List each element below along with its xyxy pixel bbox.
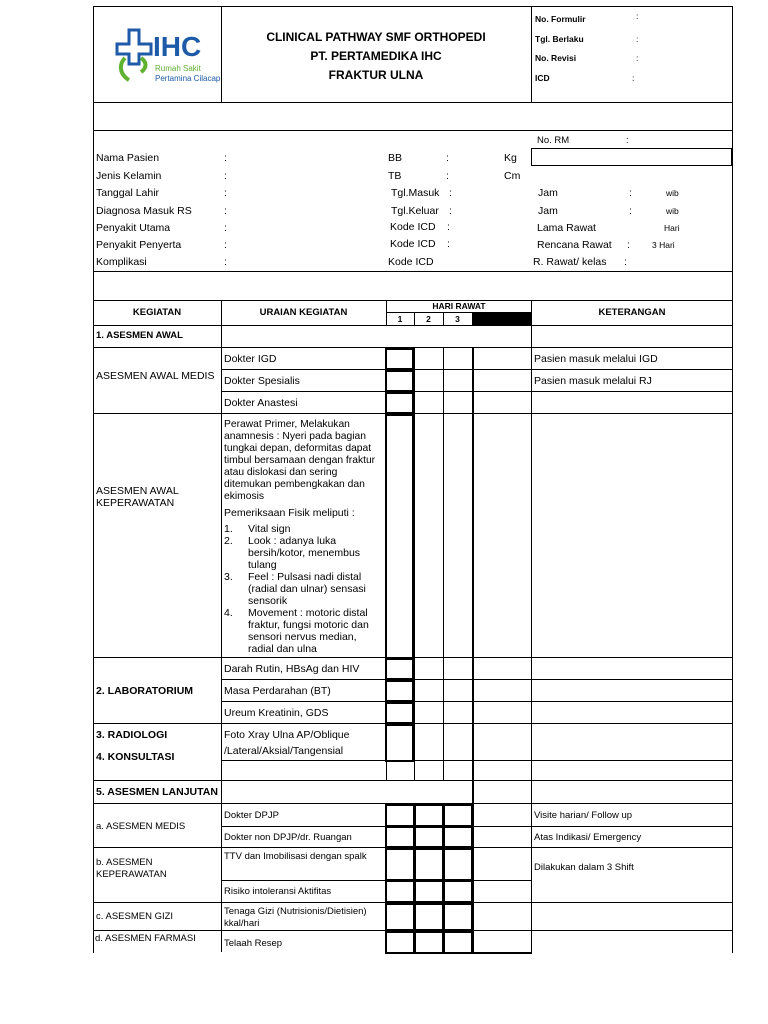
title-line-1: CLINICAL PATHWAY SMF ORTHOPEDI	[266, 30, 486, 44]
checkbox-day2[interactable]	[414, 826, 444, 848]
ket-igd: Pasien masuk melalui IGD	[534, 353, 658, 365]
checkbox-day1[interactable]	[385, 702, 414, 724]
meta-revisi: No. Revisi	[535, 53, 577, 63]
col-day-1: 1	[397, 314, 403, 324]
logo-sub1: Rumah Sakit	[155, 64, 201, 73]
logo-sub2: Pertamina Cilacap	[155, 74, 221, 83]
col-keterangan: KETERANGAN	[598, 307, 666, 318]
pemeriksaan-fisik-list	[224, 523, 374, 655]
colon: :	[629, 205, 632, 217]
unit-cm: Cm	[504, 170, 521, 182]
uraian-darah-rutin: Darah Rutin, HBsAg dan HIV	[224, 663, 360, 675]
field-nama: Nama Pasien	[96, 152, 160, 164]
field-penyakit-penyerta: Penyakit Penyerta	[96, 239, 182, 251]
title-line-3: FRAKTUR ULNA	[328, 68, 424, 82]
meta-icd: ICD	[535, 73, 550, 83]
meta-formulir: No. Formulir	[535, 14, 586, 24]
checkbox-day1[interactable]	[385, 658, 414, 680]
field-penyakit-utama: Penyakit Utama	[96, 222, 171, 234]
checkbox-day2[interactable]	[414, 848, 444, 881]
colon: :	[224, 152, 227, 164]
field-jam-2: Jam	[538, 205, 558, 217]
ket-indikasi: Atas Indikasi/ Emergency	[534, 832, 642, 843]
colon: :	[224, 239, 227, 251]
field-bb: BB	[388, 152, 403, 164]
checkbox-day2[interactable]	[414, 804, 444, 827]
checkbox-day3[interactable]	[443, 804, 473, 827]
uraian-foto-xray-1: Foto Xray Ulna AP/Oblique	[224, 729, 350, 741]
ket-rj: Pasien masuk melalui RJ	[534, 375, 652, 387]
checkbox-day1[interactable]	[385, 680, 414, 702]
colon: :	[624, 256, 627, 268]
uraian-foto-xray-2: /Lateral/Aksial/Tangensial	[224, 745, 344, 757]
field-tgl-keluar: Tgl.Keluar	[391, 205, 439, 217]
checkbox-day1[interactable]	[385, 348, 414, 370]
checkbox-day2[interactable]	[414, 931, 444, 954]
asesmen-keperawatan-label: b. ASESMEN KEPERAWATAN	[96, 857, 167, 880]
meta-sep: :	[636, 34, 639, 44]
field-r-rawat-kelas: R. Rawat/ kelas	[533, 256, 607, 268]
ket-3-shift: Dilakukan dalam 3 Shift	[534, 862, 634, 873]
section-radiologi: 3. RADIOLOGI	[96, 729, 168, 741]
colon: :	[447, 221, 450, 233]
meta-sep: :	[636, 11, 639, 21]
uraian-ttv: TTV dan Imobilisasi dengan spalk	[224, 851, 367, 862]
colon: :	[446, 152, 449, 164]
col-uraian: URAIAN KEGIATAN	[259, 307, 348, 318]
field-rencana-rawat: Rencana Rawat	[537, 239, 612, 251]
uraian-dokter-spesialis: Dokter Spesialis	[224, 375, 300, 387]
field-lama-rawat: Lama Rawat	[537, 222, 596, 234]
unit-wib-1: wib	[666, 188, 679, 198]
uraian-telaah-resep: Telaah Resep	[224, 938, 283, 949]
field-jk: Jenis Kelamin	[96, 170, 162, 182]
checkbox-day3[interactable]	[443, 826, 473, 848]
rencana-hari: 3 Hari	[652, 240, 675, 250]
logo-cross-icon	[115, 28, 153, 84]
asesmen-gizi-label: c. ASESMEN GIZI	[96, 911, 174, 922]
asesmen-medis-label: a. ASESMEN MEDIS	[96, 821, 186, 832]
colon: :	[627, 239, 630, 251]
checkbox-day1[interactable]	[385, 392, 414, 414]
uraian-dokter-non-dpjp: Dokter non DPJP/dr. Ruangan	[224, 832, 352, 843]
col-day-2: 2	[426, 314, 431, 324]
list-item: 1. Vital sign	[224, 523, 291, 535]
checkbox-day1[interactable]	[385, 848, 415, 881]
field-jam-1: Jam	[538, 187, 558, 199]
checkbox-day3[interactable]	[443, 880, 473, 903]
day-4-shaded	[473, 313, 531, 325]
colon: :	[224, 170, 227, 182]
checkbox-day1[interactable]	[385, 414, 414, 659]
list-item: 3. Feel : Pulsasi nadi distal (radial dan ulnar) sensasi sensorik	[224, 571, 366, 607]
checkbox-day1[interactable]	[385, 880, 415, 903]
unit-kg: Kg	[504, 152, 517, 164]
section-asesmen-awal: 1. ASESMEN AWAL	[96, 330, 183, 341]
colon: :	[447, 238, 450, 250]
field-tgl-masuk: Tgl.Masuk	[391, 187, 440, 199]
meta-sep: :	[632, 73, 635, 83]
meta-sep: :	[636, 53, 639, 63]
ket-visite: Visite harian/ Follow up	[534, 810, 633, 821]
pemeriksaan-fisik-title: Pemeriksaan Fisik meliputi :	[224, 507, 355, 519]
colon: :	[224, 187, 227, 199]
asesmen-awal-keperawatan-label: ASESMEN AWAL KEPERAWATAN	[96, 485, 179, 509]
checkbox-day2[interactable]	[414, 880, 444, 903]
section-laboratorium: 2. LABORATORIUM	[96, 685, 194, 697]
field-diagnosa: Diagnosa Masuk RS	[96, 205, 192, 217]
field-kode-icd-1: Kode ICD	[390, 221, 436, 233]
field-kode-icd-2: Kode ICD	[390, 238, 436, 250]
checkbox-day1[interactable]	[385, 826, 415, 848]
checkbox-day3[interactable]	[443, 848, 473, 881]
list-item: 4. Movement : motoric distal fraktur, fungsi motoric dan sensori nervus median, radial dan ulna	[224, 607, 369, 655]
asesmen-farmasi-label: d. ASESMEN FARMASI	[95, 933, 196, 944]
uraian-risiko: Risiko intoleransi Aktifitas	[224, 886, 332, 897]
colon: :	[449, 187, 452, 199]
colon: :	[224, 205, 227, 217]
field-tb: TB	[388, 170, 402, 182]
checkbox-day1[interactable]	[385, 370, 414, 392]
colon: :	[449, 205, 452, 217]
colon: :	[224, 222, 227, 234]
list-item: 2. Look : adanya luka bersih/kotor, menembus tulang	[224, 535, 361, 571]
col-hari-rawat: HARI RAWAT	[432, 301, 486, 311]
colon: :	[629, 187, 632, 199]
unit-wib-2: wib	[666, 206, 679, 216]
no-rm-colon: :	[626, 135, 629, 146]
uraian-masa-perdarahan: Masa Perdarahan (BT)	[224, 685, 331, 697]
uraian-tenaga-gizi: Tenaga Gizi (Nutrisionis/Dietisien) kkal/hari	[224, 906, 367, 929]
section-asesmen-lanjutan: 5. ASESMEN LANJUTAN	[96, 786, 218, 798]
asesmen-awal-medis-label: ASESMEN AWAL MEDIS	[96, 370, 215, 382]
checkbox-day2[interactable]	[414, 903, 444, 931]
uraian-keperawatan: Perawat Primer, Melakukan anamnesis : Nyeri pada bagian tungkai depan, deformitas dapat timbul bersamaan dengan fraktur atau dislokasi dan sering ditemukan pembengkakan dan ekimosis	[224, 419, 376, 502]
checkbox-day1[interactable]	[385, 804, 415, 827]
uraian-dokter-anastesi: Dokter Anastesi	[224, 397, 298, 409]
meta-berlaku: Tgl. Berlaku	[535, 34, 584, 44]
colon: :	[224, 256, 227, 268]
field-kode-icd-3: Kode ICD	[388, 256, 434, 268]
field-komplikasi: Komplikasi	[96, 256, 147, 268]
logo-text: IHC	[153, 31, 202, 62]
checkbox-day1[interactable]	[385, 931, 415, 954]
checkbox-day1[interactable]	[385, 724, 414, 762]
uraian-dokter-igd: Dokter IGD	[224, 353, 277, 365]
colon: :	[446, 170, 449, 182]
col-day-3: 3	[455, 314, 460, 324]
hospital-logo	[115, 28, 220, 88]
uraian-dokter-dpjp: Dokter DPJP	[224, 810, 279, 821]
col-kegiatan: KEGIATAN	[132, 307, 182, 318]
checkbox-day3[interactable]	[443, 903, 473, 931]
no-rm-box	[531, 148, 732, 166]
checkbox-day1[interactable]	[385, 903, 415, 931]
uraian-ureum: Ureum Kreatinin, GDS	[224, 707, 329, 719]
section-konsultasi: 4. KONSULTASI	[96, 751, 175, 763]
checkbox-day3[interactable]	[443, 931, 473, 954]
unit-hari: Hari	[664, 223, 680, 233]
field-tgl-lahir: Tanggal Lahir	[96, 187, 160, 199]
no-rm-label: No. RM	[537, 135, 570, 146]
title-line-2: PT. PERTAMEDIKA IHC	[310, 49, 442, 63]
